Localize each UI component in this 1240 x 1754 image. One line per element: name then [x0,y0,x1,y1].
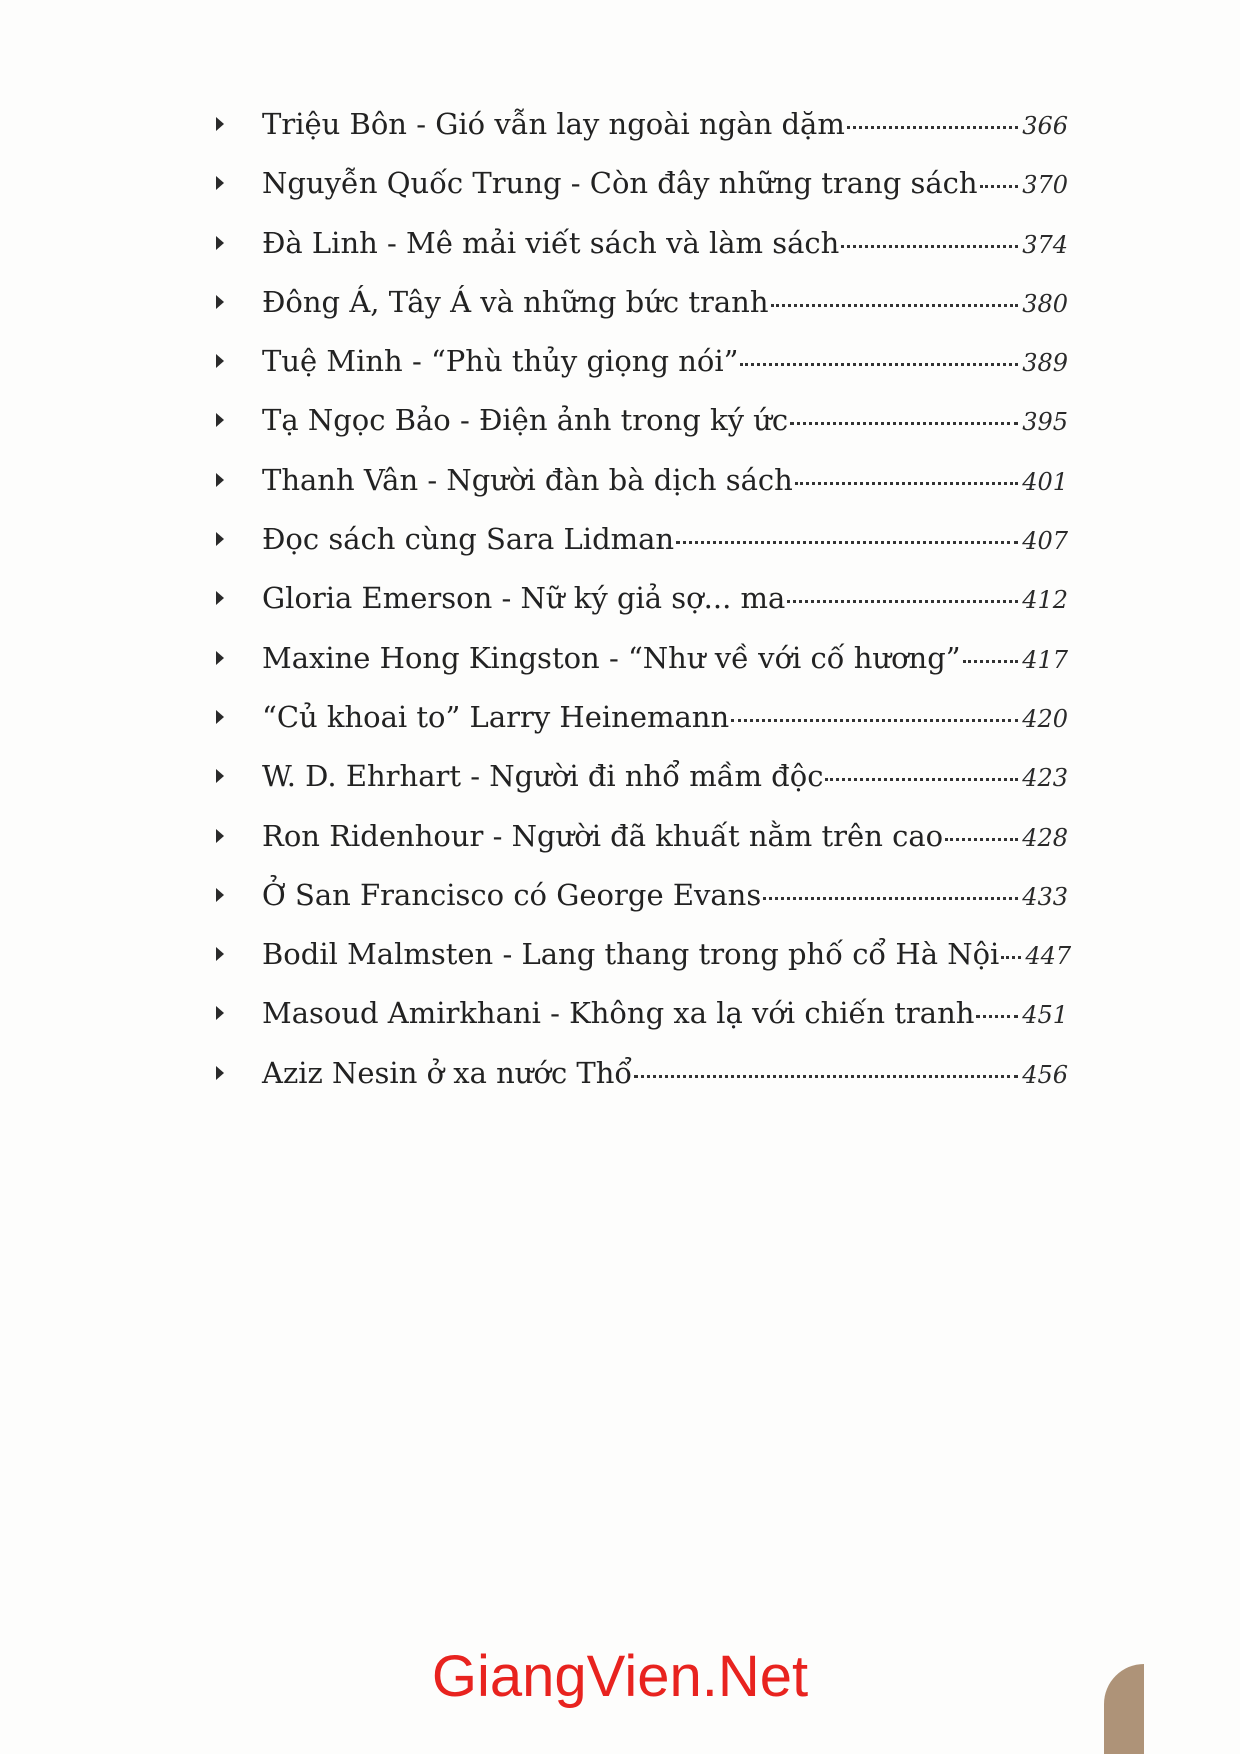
bullet-icon [216,888,224,902]
page-number: 451 [1022,1001,1068,1030]
bullet-icon [216,769,224,783]
bullet-icon [216,710,224,724]
entry-title: Ở San Francisco có George Evans [262,877,762,912]
page-number: 401 [1022,467,1068,496]
page-number: 395 [1022,408,1068,437]
dot-leader [731,719,1018,722]
dot-leader [1001,956,1021,959]
bullet-icon [216,829,224,843]
dot-leader [763,897,1018,900]
bullet-icon [216,1006,224,1020]
toc-entry [216,1055,1068,1114]
watermark-text: GiangVien.Net [431,1644,809,1709]
entry-title: Tuệ Minh - “Phù thủy giọng nói” [262,344,739,379]
bullet-icon [216,1066,224,1080]
entry-title: Thanh Vân - Người đàn bà dịch sách [262,462,793,497]
page-number: 407 [1022,527,1068,556]
dot-leader [771,304,1019,307]
page-number: 374 [1022,230,1068,259]
dot-leader [790,422,1018,425]
bullet-icon [216,354,224,368]
toc-entry [216,758,1068,817]
toc-entry [216,521,1068,580]
dot-leader [634,1075,1018,1078]
dot-leader [795,482,1018,485]
toc-entry [216,640,1068,699]
page-number: 423 [1022,764,1068,793]
toc-entry [216,995,1068,1054]
bullet-icon [216,413,224,427]
bullet-icon [216,651,224,665]
bullet-icon [216,117,224,131]
toc-entry [216,343,1068,402]
toc-entry [216,936,1072,995]
page-number: 420 [1022,704,1068,733]
toc-entry [216,818,1068,877]
entry-title: Tạ Ngọc Bảo - Điện ảnh trong ký ức [262,403,789,438]
page-number: 433 [1022,882,1068,911]
page-number: 456 [1022,1060,1068,1089]
bullet-icon [216,473,224,487]
dot-leader [841,245,1018,248]
entry-title: Đông Á, Tây Á và những bức tranh [262,284,769,319]
dot-leader [825,778,1018,781]
entry-title: Triệu Bôn - Gió vẫn lay ngoài ngàn dặm [262,107,845,141]
dot-leader [945,838,1018,841]
toc-entry [216,699,1068,758]
dot-leader [976,1015,1018,1018]
page-number: 447 [1025,942,1072,971]
bullet-icon [216,236,224,250]
entry-title: “Củ khoai to” Larry Heinemann [262,699,730,734]
entry-title: W. D. Ehrhart - Người đi nhổ mầm độc [262,759,824,794]
page-number: 370 [1022,171,1068,200]
dot-leader [963,660,1019,663]
page-number: 412 [1022,586,1068,615]
dot-leader [676,541,1018,544]
entry-title: Đọc sách cùng Sara Lidman [262,522,675,557]
page-number: 380 [1022,289,1068,318]
table-of-contents [216,106,1072,1114]
page-number: 389 [1022,349,1068,378]
dot-leader [787,600,1018,603]
toc-entry [216,165,1068,224]
toc-entry [216,225,1068,284]
page-number: 366 [1022,112,1068,140]
entry-title: Ron Ridenhour - Người đã khuất nằm trên cao [262,818,944,853]
bullet-icon [216,532,224,546]
dot-leader [980,185,1019,188]
entry-title: Aziz Nesin ở xa nước Thổ [262,1055,633,1090]
toc-entry [216,106,1068,165]
bullet-icon [216,947,224,961]
bullet-icon [216,295,224,309]
entry-title: Đà Linh - Mê mải viết sách và làm sách [262,225,840,260]
entry-title: Nguyễn Quốc Trung - Còn đây những trang sách [262,166,978,201]
toc-entry [216,462,1068,521]
toc-entry [216,284,1068,343]
entry-title: Masoud Amirkhani - Không xa lạ với chiến tranh [262,996,975,1031]
toc-entry [216,402,1068,461]
page-number: 417 [1022,645,1068,674]
entry-title: Gloria Emerson - Nữ ký giả sợ... ma [262,581,786,616]
dot-leader [847,126,1018,129]
toc-entry [216,877,1068,936]
dot-leader [740,363,1018,366]
toc-entry [216,580,1068,639]
entry-title: Maxine Hong Kingston - “Như về với cố hương” [262,640,961,675]
bullet-icon [216,591,224,605]
bullet-icon [216,176,224,190]
entry-title: Bodil Malmsten - Lang thang trong phố cổ Hà Nội [262,937,1000,972]
page-number: 428 [1022,823,1068,852]
